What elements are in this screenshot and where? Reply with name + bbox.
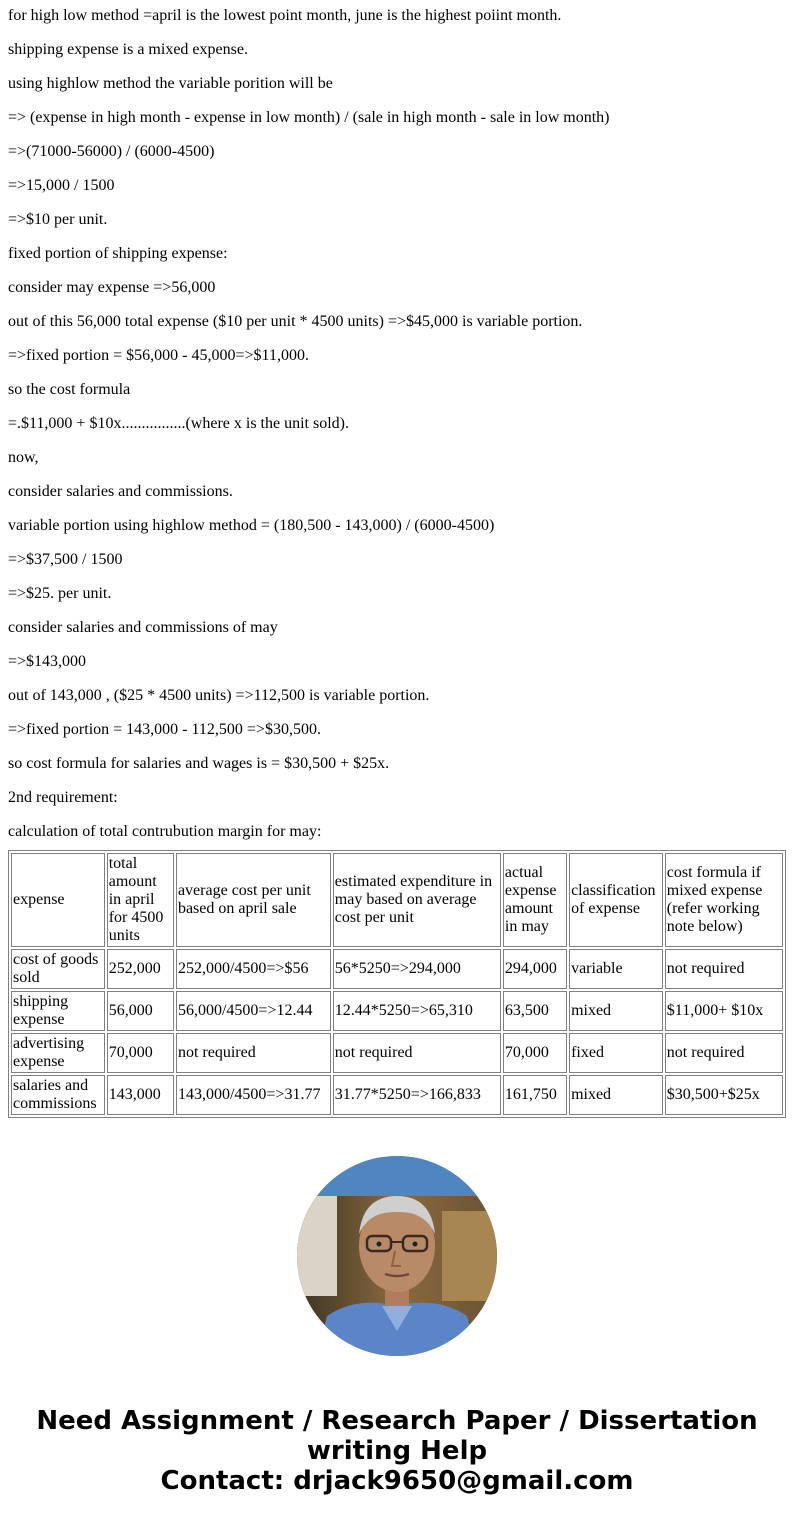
solution-line: so the cost formula [8,381,131,398]
table-header-cell: average cost per unit based on april sale [176,853,331,947]
table-cell: 143,000/4500=>31.77 [176,1075,331,1115]
table-cell: 294,000 [503,949,567,989]
table-cell: $11,000+ $10x [665,991,783,1031]
solution-line: =>15,000 / 1500 [8,177,115,194]
table-cell: not required [333,1033,501,1073]
table-cell: not required [665,1033,783,1073]
table-header-cell: estimated expenditure in may based on average cost per unit [333,853,501,947]
table-cell: 56*5250=>294,000 [333,949,501,989]
table-header-cell: total amount in april for 4500 units [107,853,174,947]
solution-line: shipping expense is a mixed expense. [8,41,248,58]
table-cell: not required [176,1033,331,1073]
table-cell: 12.44*5250=>65,310 [333,991,501,1031]
solution-line: consider salaries and commissions. [8,483,233,500]
solution-line: =>$143,000 [8,653,87,670]
solution-line: =>(71000-56000) / (6000-4500) [8,143,215,160]
table-cell: 143,000 [107,1075,174,1115]
ad-headline: Need Assignment / Research Paper / Dissertation writing Help [36,1406,758,1466]
table-cell: variable [569,949,663,989]
table-cell: 31.77*5250=>166,833 [333,1075,501,1115]
table-cell: 63,500 [503,991,567,1031]
table-cell: 252,000 [107,949,174,989]
table-cell: 161,750 [503,1075,567,1115]
solution-line: calculation of total contrubution margin for may: [8,823,322,840]
help-advertisement [8,1406,786,1496]
solution-line: so cost formula for salaries and wages is = $30,500 + $25x. [8,755,390,772]
table-cell: 70,000 [107,1033,174,1073]
table-row [11,1033,783,1073]
solution-line: =>$37,500 / 1500 [8,551,123,568]
solution-line: out of 143,000 , ($25 * 4500 units) =>112,500 is variable portion. [8,687,430,704]
table-cell: $30,500+$25x [665,1075,783,1115]
table-cell: salaries and commissions [11,1075,105,1115]
table-row [11,1075,783,1115]
solution-line: fixed portion of shipping expense: [8,245,228,262]
solution-line: =>$10 per unit. [8,211,108,228]
table-cell: not required [665,949,783,989]
table-cell: fixed [569,1033,663,1073]
table-cell: 70,000 [503,1033,567,1073]
table-cell: mixed [569,1075,663,1115]
solution-line: consider may expense =>56,000 [8,279,216,296]
author-avatar [297,1156,497,1356]
table-row [11,991,783,1031]
solution-line: =.$11,000 + $10x................(where x is the unit sold). [8,415,349,432]
contribution-margin-table [8,850,786,1118]
solution-line: using highlow method the variable porition will be [8,75,333,92]
ad-contact: Contact: drjack9650@gmail.com [160,1466,634,1496]
solution-line: for high low method =april is the lowest point month, june is the highest poiint month. [8,7,562,24]
table-cell: 56,000/4500=>12.44 [176,991,331,1031]
table-cell: shipping expense [11,991,105,1031]
table-header-cell: cost formula if mixed expense (refer working note below) [665,853,783,947]
solution-line: =>$25. per unit. [8,585,112,602]
solution-line: consider salaries and commissions of may [8,619,278,636]
table-cell: advertising expense [11,1033,105,1073]
avatar-photo-illustration [297,1156,497,1356]
table-cell: 56,000 [107,991,174,1031]
table-header-cell: expense [11,853,105,947]
table-cell: mixed [569,991,663,1031]
table-row [11,949,783,989]
solution-text [8,0,786,850]
solution-line: =>fixed portion = 143,000 - 112,500 =>$30,500. [8,721,321,738]
table-cell: 252,000/4500=>$56 [176,949,331,989]
table-header-cell: actual expense amount in may [503,853,567,947]
solution-line: variable portion using highlow method = (180,500 - 143,000) / (6000-4500) [8,517,495,534]
solution-line: 2nd requirement: [8,789,118,806]
table-cell: cost of goods sold [11,949,105,989]
table-header-row [11,853,783,947]
solution-line: out of this 56,000 total expense ($10 per unit * 4500 units) =>$45,000 is variable portion. [8,313,583,330]
solution-line: =>fixed portion = $56,000 - 45,000=>$11,000. [8,347,309,364]
table-header-cell: classification of expense [569,853,663,947]
solution-line: => (expense in high month - expense in low month) / (sale in high month - sale in low month) [8,109,610,126]
solution-line: now, [8,449,39,466]
